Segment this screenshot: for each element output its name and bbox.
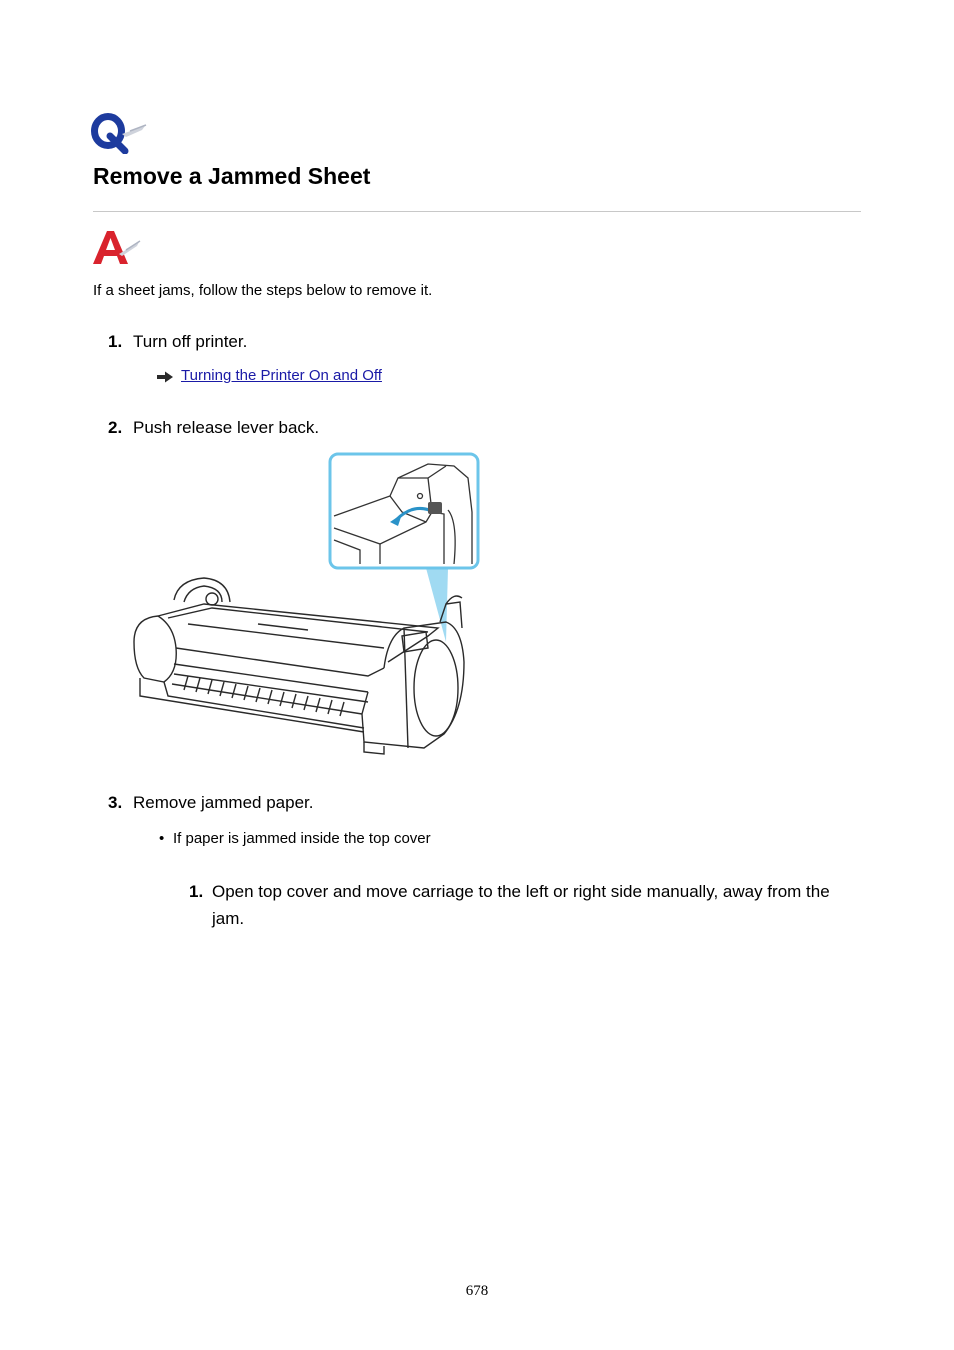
bullet-marker: • bbox=[159, 830, 165, 847]
turning-printer-on-off-link[interactable]: Turning the Printer On and Off bbox=[181, 367, 382, 384]
question-q-icon bbox=[90, 112, 150, 154]
step-text: Remove jammed paper. bbox=[133, 793, 314, 812]
step-number: 1. bbox=[108, 332, 123, 351]
step-number: 2. bbox=[108, 418, 123, 437]
substep-number: 1. bbox=[189, 882, 204, 901]
page-number: 678 bbox=[465, 1283, 489, 1299]
answer-a-icon bbox=[90, 228, 142, 268]
step-text: Push release lever back. bbox=[133, 418, 320, 437]
bullet-text: If paper is jammed inside the top cover bbox=[173, 830, 431, 847]
page-title: Remove a Jammed Sheet bbox=[93, 163, 371, 189]
printer-release-lever-illustration bbox=[128, 452, 482, 758]
substep-text: Open top cover and move carriage to the left or right side manually, away from the jam. bbox=[212, 882, 830, 928]
divider bbox=[93, 211, 861, 212]
step-number: 3. bbox=[108, 793, 123, 812]
arrow-right-icon bbox=[156, 371, 174, 383]
intro-text: If a sheet jams, follow the steps below to remove it. bbox=[93, 282, 433, 299]
step-text: Turn off printer. bbox=[133, 332, 248, 351]
